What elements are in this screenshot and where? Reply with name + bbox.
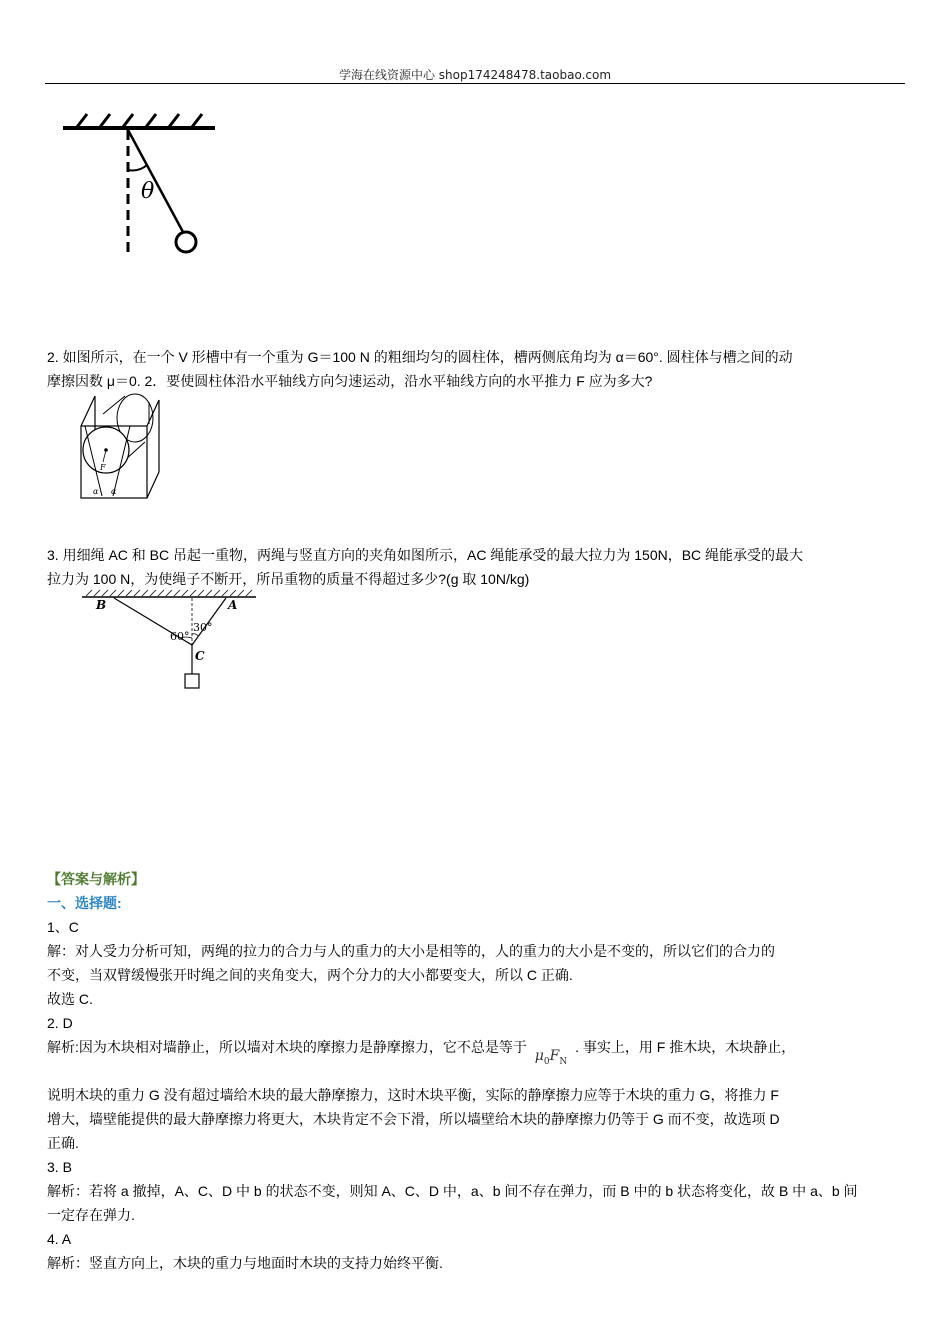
label-c: C [195, 649, 205, 663]
answer-4-text: 解析：竖直方向上，木块的重力与地面时木块的支持力始终平衡. [47, 1255, 443, 1271]
ceiling-hatch [100, 114, 110, 127]
alpha-label-left: α [93, 487, 99, 496]
answers-section [47, 867, 907, 1275]
answer-2-title: 2. D [47, 1015, 73, 1031]
ceiling-hatch [123, 114, 133, 127]
ceiling-hatch [77, 114, 87, 127]
label-b: B [96, 598, 107, 612]
answer-2-text: . 事实上，用 F 推木块，木块静止， [575, 1039, 796, 1055]
answers-heading: 【答案与解析】 [47, 871, 145, 887]
question-3-line: 3. 用细绳 AC 和 BC 吊起一重物，两绳与竖直方向的夹角如图所示，AC 绳能承受的最大拉力为 150N，BC 绳能承受的最大 [47, 547, 804, 563]
answer-1-text: 不变，当双臂缓慢张开时绳之间的夹角变大，两个分力的大小都要变大，所以 C 正确. [47, 967, 573, 983]
question-2-line: 摩擦因数 μ＝0. 2．要使圆柱体沿水平轴线方向匀速运动，沿水平轴线方向的水平推力 F 应为多大? [47, 373, 653, 389]
angle-60-label: 60° [170, 630, 190, 643]
angle-30-label: 30° [193, 621, 213, 634]
answer-1-text: 故选 C. [47, 991, 93, 1007]
ceiling-hatching [86, 590, 252, 596]
question-2-line: 2. 如图所示，在一个 V 形槽中有一个重为 G＝100 N 的粗细均匀的圆柱体，槽两侧底角均为 α＝60°. 圆柱体与槽之间的动 [47, 349, 793, 365]
answer-2-text: 正确. [47, 1135, 79, 1151]
question-3 [47, 543, 907, 591]
answer-1-text: 解：对人受力分析可知，两绳的拉力的合力与人的重力的大小是相等的，人的重力的大小是不变的，所以它们的合力的 [47, 943, 775, 959]
question-2 [47, 345, 907, 393]
groove-right-bottom [147, 472, 159, 498]
angle-arc-30 [192, 634, 198, 636]
answers-section-title: 一、选择题: [47, 895, 122, 911]
pendulum-bob [176, 232, 196, 252]
answer-4-title: 4. A [47, 1231, 72, 1247]
answer-3-title: 3. B [47, 1159, 72, 1175]
label-a: A [228, 598, 238, 612]
hanging-weight [185, 674, 199, 688]
alpha-label-right: α [111, 487, 117, 496]
figure-two-ropes [80, 588, 260, 694]
answer-3-text: 一定存在弹力. [47, 1207, 135, 1223]
answer-2-text-with-formula [47, 1035, 907, 1083]
theta-label: θ [141, 179, 155, 204]
answer-1-title: 1、C [47, 919, 79, 935]
formula-mu0-fn: $\mu_0F_N$ [534, 1048, 568, 1067]
question-3-line: 拉力为 100 N，为使绳子不断开，所吊重物的质量不得超过多少?(g 取 10N/kg) [47, 571, 530, 587]
angle-arc [128, 165, 147, 170]
force-label: F [100, 463, 106, 472]
header-rule [45, 83, 905, 84]
page-header: 学海在线资源中心 shop174248478.taobao.com [338, 68, 612, 82]
ceiling-hatch [169, 114, 179, 127]
answer-3-text: 解析：若将 a 撤掉，A、C、D 中 b 的状态不变，则知 A、C、D 中，a、b 间不存在弹力，而 B 中的 b 状态将变化，故 B 中 a、b 间 [47, 1183, 858, 1199]
ceiling-hatch [146, 114, 156, 127]
answer-2-text: 增大，墙壁能提供的最大静摩擦力将更大，木块肯定不会下滑，所以墙壁给木块的静摩擦力仍等于 G 而不变，故选项 D [47, 1111, 780, 1127]
pendulum-string [128, 130, 183, 232]
figure-pendulum [55, 108, 235, 263]
figure-v-groove [75, 390, 165, 502]
cylinder-top-edge [103, 396, 125, 414]
answer-2-text: 解析:因为木块相对墙静止，所以墙对木块的摩擦力是静摩擦力，它不总是等于 [47, 1039, 527, 1055]
groove-left-wall-top [81, 396, 95, 426]
answer-2-text: 说明木块的重力 G 没有超过墙给木块的最大静摩擦力，这时木块平衡，实际的静摩擦力应等于木块的重力 G，将推力 F [47, 1087, 779, 1103]
ceiling-hatch [192, 114, 202, 127]
